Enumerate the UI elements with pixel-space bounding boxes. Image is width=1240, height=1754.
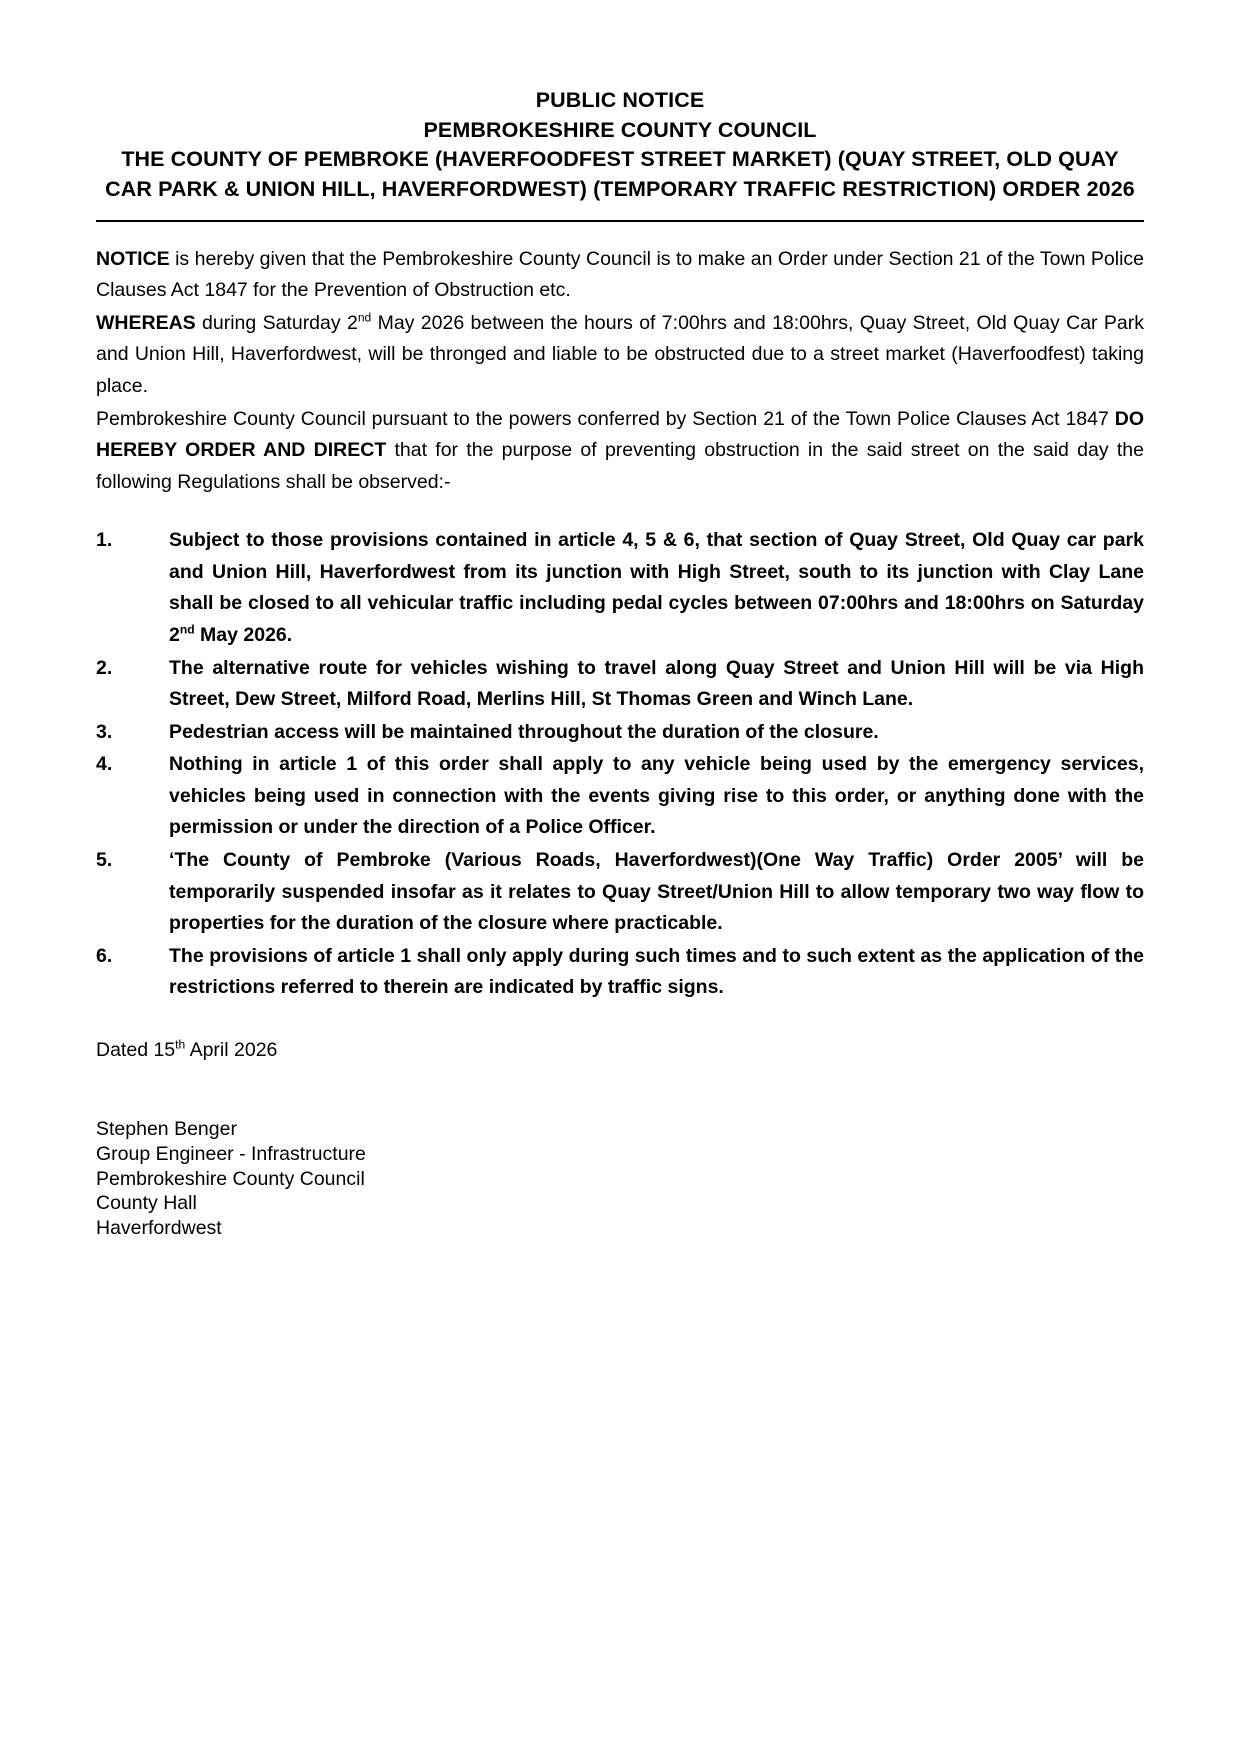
order-body-b: that for the purpose of preventing obstruction in the said street on the said day the following Regulations shall be observed:- <box>96 439 1144 493</box>
article-ordinal-suffix: nd <box>179 622 195 637</box>
dated-ordinal-suffix: th <box>175 1037 186 1052</box>
signature-block <box>96 1117 1144 1241</box>
article-text <box>169 717 1144 749</box>
article-text <box>169 653 1144 716</box>
signatory-name: Stephen Benger <box>96 1118 237 1141</box>
article-text-a: The alternative route for vehicles wishing to travel along Quay Street and Union Hill will be via High Street, Dew Street, Milford Road, Merlins Hill, St Thomas Green and Winch Lane. <box>169 656 1144 711</box>
article-item <box>96 749 1144 844</box>
article-item <box>96 717 1144 749</box>
article-text-b: May 2026. <box>194 623 293 646</box>
article-number: 1. <box>96 529 113 552</box>
article-number: 4. <box>96 753 113 776</box>
article-text-a: Pedestrian access will be maintained throughout the duration of the closure. <box>169 720 879 743</box>
order-emphasis: DO HEREBY ORDER AND DIRECT <box>96 407 1144 462</box>
article-number: 2. <box>96 656 113 679</box>
article-text-a: ‘The County of Pembroke (Various Roads, Haverfordwest)(One Way Traffic) Order 2005’ will be temporarily suspended insofar as it relates to Quay Street/Union Hill to allow temporary two way flow to properties for the duration of the closure where practicable. <box>169 849 1144 935</box>
article-text <box>169 845 1144 940</box>
article-text <box>169 749 1144 844</box>
dated-suffix: April 2026 <box>185 1038 278 1061</box>
spacer <box>96 499 1144 525</box>
page-title-line-1: PUBLIC NOTICE <box>535 88 705 112</box>
notice-title-block <box>96 86 1144 205</box>
article-item <box>96 941 1144 1004</box>
paragraph-whereas <box>96 308 1144 403</box>
whereas-lead-word: WHEREAS <box>96 311 196 334</box>
notice-lead-word: NOTICE <box>96 247 170 270</box>
whereas-body-a: during Saturday 2 <box>195 311 358 334</box>
article-text <box>169 525 1144 651</box>
paragraph-order-direct <box>96 404 1144 499</box>
article-item <box>96 525 1144 651</box>
article-item <box>96 653 1144 716</box>
dated-prefix: Dated 15 <box>96 1038 176 1061</box>
articles-list <box>96 525 1144 1004</box>
signatory-organisation: Pembrokeshire County Council <box>96 1167 365 1190</box>
article-number: 6. <box>96 944 113 967</box>
article-text-a: The provisions of article 1 shall only apply during such times and to such extent as the application of the restrictions referred to therein are indicated by traffic signs. <box>169 944 1144 999</box>
dated-line <box>96 1036 1144 1065</box>
whereas-body-b: May 2026 between the hours of 7:00hrs and 18:00hrs, Quay Street, Old Quay Car Park and Union Hill, Haverfordwest, will be thronged and liable to be obstructed due to a street market (Haverfoodfest) taking place. <box>96 311 1144 397</box>
signatory-building: County Hall <box>96 1192 197 1215</box>
page-title-line-3: THE COUNTY OF PEMBROKE (HAVERFOODFEST STREET MARKET) (QUAY STREET, OLD QUAY CAR PARK & UNION HILL, HAVERFORDWEST) (TEMPORARY TRAFFIC RESTRICTION) ORDER 2026 <box>105 147 1135 201</box>
article-text-a: Nothing in article 1 of this order shall apply to any vehicle being used by the emergency services, vehicles being used in connection with the events giving rise to this order, or anything done with the permission or under the direction of a Police Officer. <box>169 753 1144 839</box>
article-number: 5. <box>96 849 113 872</box>
signatory-role: Group Engineer - Infrastructure <box>96 1142 366 1165</box>
page-title-line-2: PEMBROKESHIRE COUNTY COUNCIL <box>423 117 817 142</box>
order-body-a: Pembrokeshire County Council pursuant to the powers conferred by Section 21 of the Town Police Clauses Act 1847 <box>96 407 1115 430</box>
article-text-a: Subject to those provisions contained in article 4, 5 & 6, that section of Quay Street, Old Quay car park and Union Hill, Haverfordwest from its junction with High Street, south to its junction with Clay Lane shall be closed to all vehicular traffic including pedal cycles between 07:00hrs and 18:00hrs on Saturday 2 <box>169 529 1144 646</box>
paragraph-notice <box>96 244 1144 307</box>
article-number: 3. <box>96 720 113 743</box>
notice-body: is hereby given that the Pembrokeshire County Council is to make an Order under Section 21 of the Town Police Clauses Act 1847 for the Prevention of Obstruction etc. <box>96 247 1144 302</box>
signatory-town: Haverfordwest <box>96 1217 222 1240</box>
article-text <box>169 941 1144 1004</box>
article-item <box>96 845 1144 940</box>
title-divider <box>96 220 1144 222</box>
whereas-ordinal-suffix: nd <box>357 310 372 325</box>
